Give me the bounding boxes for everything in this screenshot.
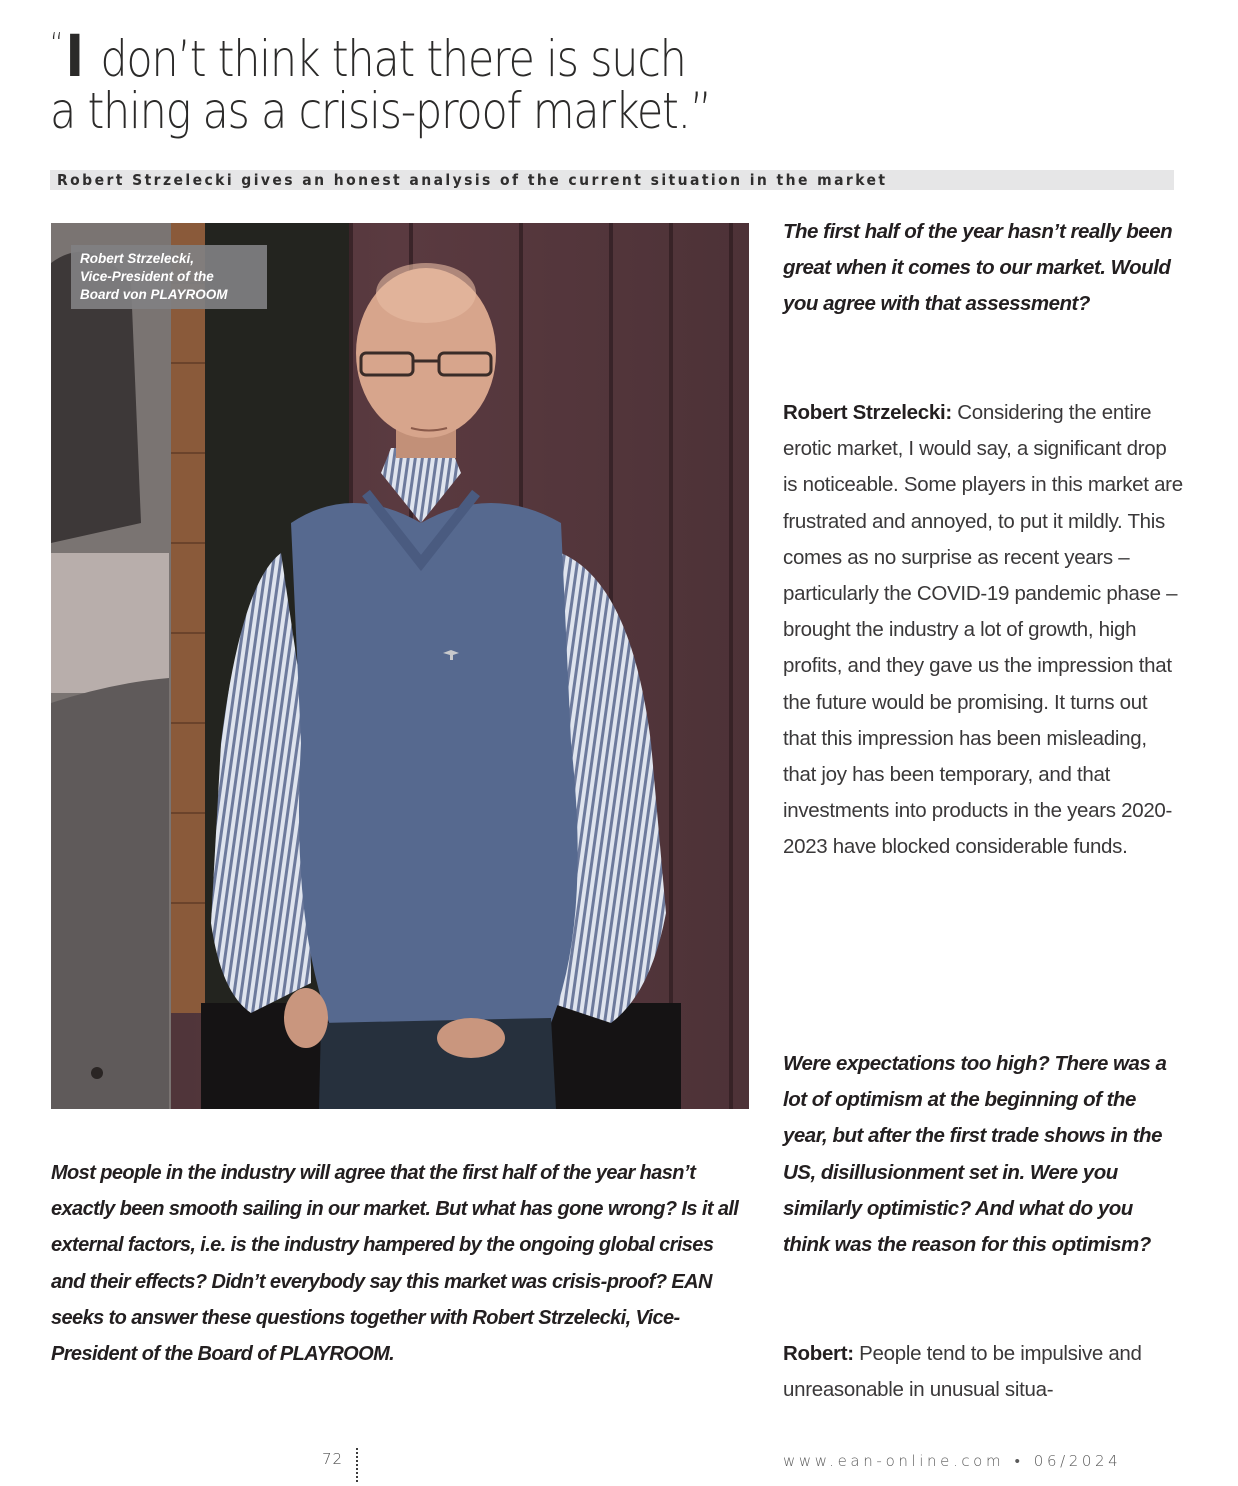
headline-line-1-text: don’t think that there is such — [87, 30, 686, 88]
footer-publication-info — [783, 1452, 1121, 1470]
speaker-name: Robert: — [783, 1342, 854, 1365]
headline-line-2: a thing as a crisis-proof market.” — [50, 82, 711, 140]
answer-text: People tend to be impulsive and unreasonable in unusual situa- — [783, 1342, 1142, 1402]
subtitle: Robert Strzelecki gives an honest analysis of the current situation in the market — [57, 171, 888, 189]
caption-line: Board von PLAYROOM — [80, 287, 228, 302]
headline — [50, 12, 807, 144]
bullet-separator: • — [1014, 1452, 1024, 1470]
interview-question: Were expectations too high? There was a lot of optimism at the beginning of the year, but after the first trade shows in the US, disillusionment set in. Were you similarly optimistic? And what do you think was the reason for this optimism? — [783, 1052, 1167, 1257]
head-highlight — [376, 263, 476, 323]
right-hand — [437, 1018, 505, 1058]
poster-shadow — [51, 678, 169, 1109]
interview-answer — [783, 1336, 1183, 1408]
brick-column — [169, 223, 205, 1013]
photo-caption — [71, 245, 267, 309]
jeans — [319, 1018, 556, 1109]
portrait-photo — [51, 223, 749, 1109]
headline-initial: I — [65, 22, 83, 90]
page-number: 72 — [322, 1450, 344, 1468]
answer-text: Considering the entire erotic market, I would say, a significant drop is noticeable. Some players in this market are frustrated and annoyed, to put it mildly. This comes as no surprise as recent years – particularly the COVID-19 pandemic phase – brought the industry a lot of growth, high profits, and they gave us the impression that the future would be promising. It turns out that this impression has been misleading, that joy has been temporary, and that investments into products in the years 2020-2023 have blocked considerable funds. — [783, 401, 1183, 859]
dotted-divider — [356, 1448, 358, 1482]
article-intro: Most people in the industry will agree that the first half of the year hasn’t exactly been smooth sailing in our market. But what has gone wrong? Is it all external factors, i.e. is the industry hampered by the ongoing global crises and their effects? Didn’t everybody say this market was crisis-proof? EAN seeks to answer these questions together with Robert Strzelecki, Vice-President of the Board of PLAYROOM. — [51, 1162, 739, 1366]
headline-line-1 — [50, 12, 807, 90]
poster-dot — [91, 1067, 103, 1079]
sweater-vest — [291, 503, 578, 1028]
issue-date: 06/2024 — [1033, 1452, 1122, 1470]
speaker-name: Robert Strzelecki: — [783, 401, 952, 424]
caption-line: Robert Strzelecki, — [80, 251, 195, 266]
caption-line: Vice-President of the — [80, 269, 214, 284]
interview-question: The first half of the year hasn’t really been great when it comes to our market. Would you agree with that assessment? — [783, 220, 1173, 316]
portrait-illustration — [51, 223, 749, 1109]
left-hand — [284, 988, 328, 1048]
poster-highlight — [51, 553, 169, 693]
interview-answer — [783, 395, 1183, 866]
website-url: www.ean-online.com — [783, 1452, 1005, 1470]
open-quote-mark: “ — [50, 27, 63, 62]
